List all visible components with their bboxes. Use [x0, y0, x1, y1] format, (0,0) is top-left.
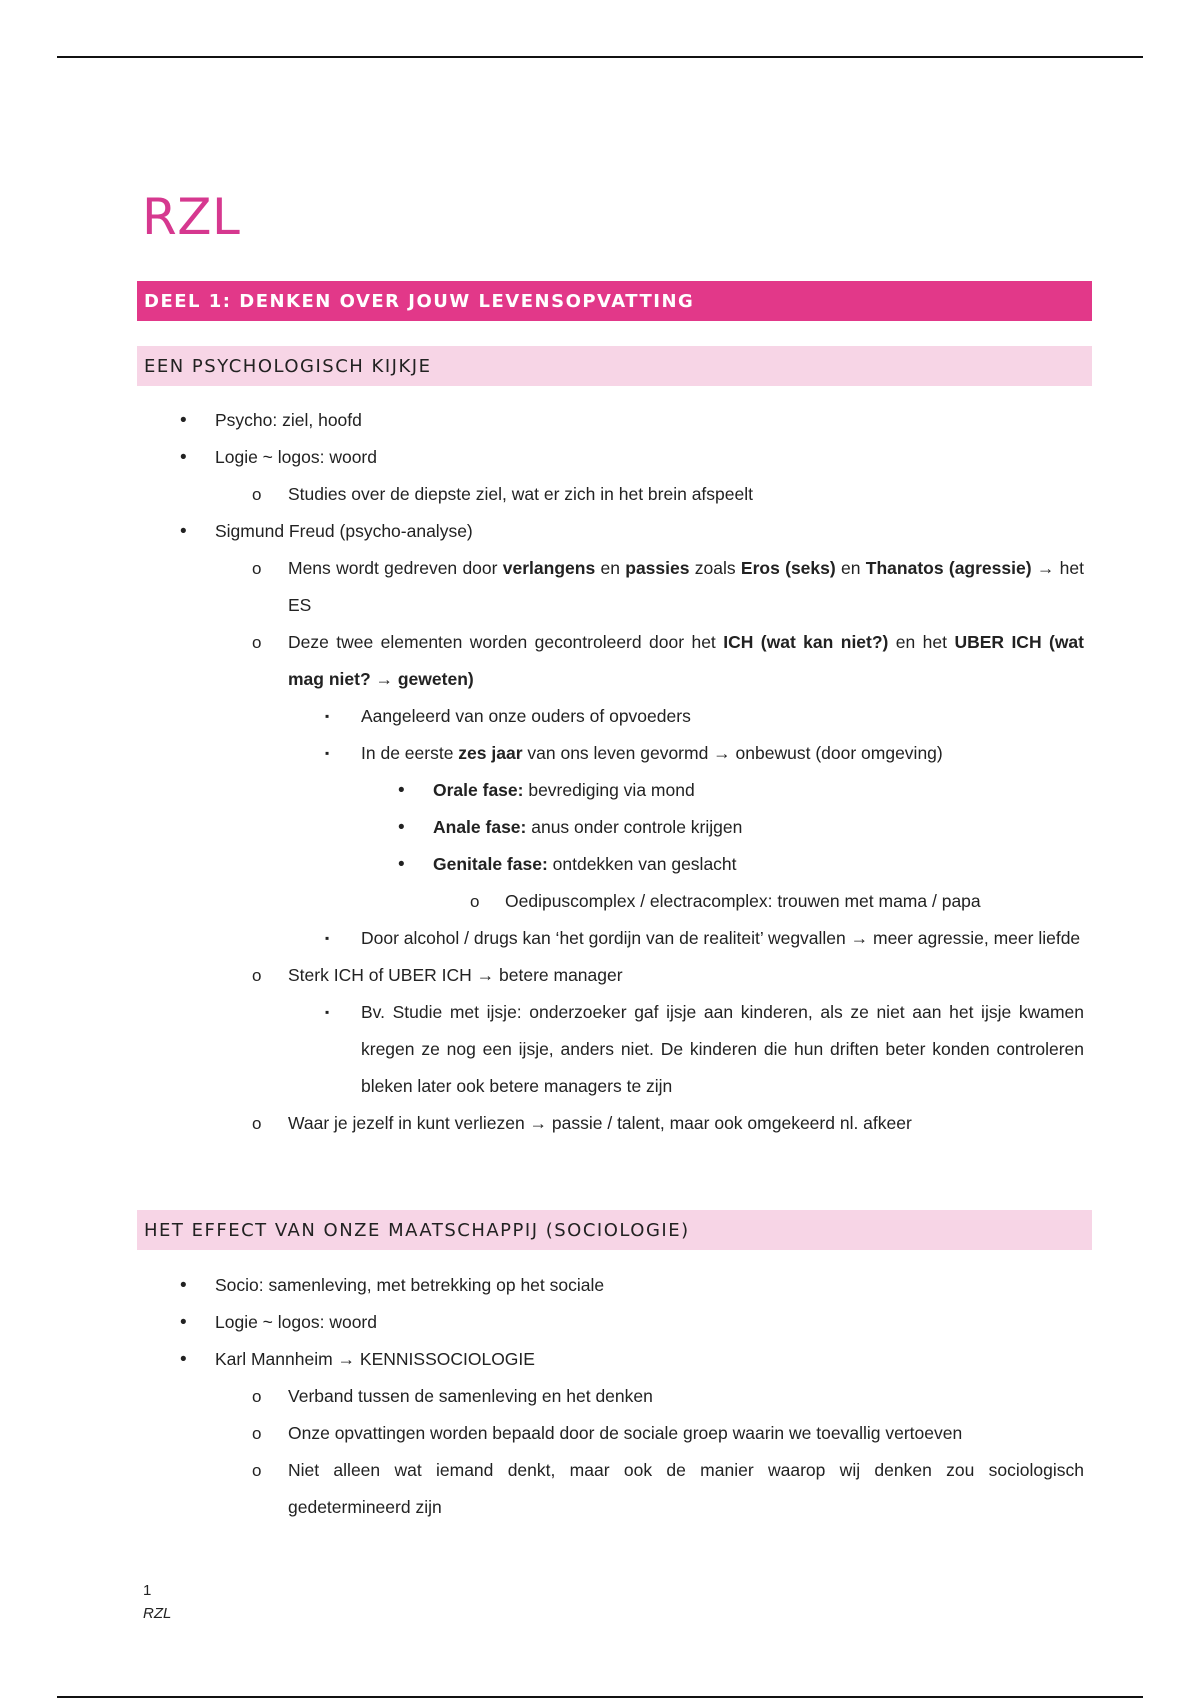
bullet-icon: • [180, 1312, 187, 1333]
list-item: ▪ Door alcohol / drugs kan ‘het gordijn van de realiteit’ wegvallen → meer agressie, meer liefde [0, 920, 1084, 957]
circle-bullet-icon: o [252, 559, 262, 578]
footer-doc-name: RZL [143, 1605, 172, 1622]
square-bullet-icon: ▪ [325, 746, 330, 760]
circle-bullet-icon: o [252, 485, 262, 504]
bullet-icon: • [180, 521, 187, 542]
circle-bullet-icon: o [252, 633, 262, 652]
list-item: ▪ Aangeleerd van onze ouders of opvoeders [0, 698, 1084, 735]
list-item: • Genitale fase: ontdekken van geslacht [0, 846, 1084, 883]
circle-bullet-icon: o [252, 1387, 262, 1406]
footer-rule [57, 1696, 1143, 1698]
page-number: 1 [143, 1582, 152, 1599]
sociology-list [0, 1267, 1200, 1526]
list-item: o Studies over de diepste ziel, wat er zich in het brein afspeelt [0, 476, 1084, 513]
list-item: o Onze opvattingen worden bepaald door de sociale groep waarin we toevallig vertoeven [0, 1415, 1084, 1452]
circle-bullet-icon: o [252, 1424, 262, 1443]
square-bullet-icon: ▪ [325, 1005, 330, 1019]
list-item: • Psycho: ziel, hoofd [0, 402, 1084, 439]
bullet-icon: • [180, 1275, 187, 1296]
bullet-icon: • [398, 854, 405, 875]
section-heading-sociology: HET EFFECT VAN ONZE MAATSCHAPPIJ (SOCIOLOGIE) [137, 1210, 1092, 1250]
circle-bullet-icon: o [252, 1461, 262, 1480]
list-item: o Sterk ICH of UBER ICH → betere manager [0, 957, 1084, 994]
part-heading: DEEL 1: DENKEN OVER JOUW LEVENSOPVATTING [137, 281, 1092, 321]
list-item: • Anale fase: anus onder controle krijgen [0, 809, 1084, 846]
circle-bullet-icon: o [252, 966, 262, 985]
square-bullet-icon: ▪ [325, 931, 330, 945]
list-item: o Niet alleen wat iemand denkt, maar ook de manier waarop wij denken zou sociologisch gedetermineerd zijn [0, 1452, 1084, 1526]
psychology-list [0, 402, 1200, 1142]
list-item: o Oedipuscomplex / electracomplex: trouwen met mama / papa [0, 883, 1084, 920]
list-item: • Sigmund Freud (psycho-analyse) [0, 513, 1084, 550]
list-item: o Waar je jezelf in kunt verliezen → passie / talent, maar ook omgekeerd nl. afkeer [0, 1105, 1084, 1142]
list-item: ▪ In de eerste zes jaar van ons leven gevormd → onbewust (door omgeving) [0, 735, 1084, 772]
bullet-icon: • [398, 817, 405, 838]
header-rule [57, 56, 1143, 58]
document-title: RZL [142, 188, 241, 246]
list-item: • Orale fase: bevrediging via mond [0, 772, 1084, 809]
circle-bullet-icon: o [470, 892, 480, 911]
bullet-icon: • [180, 410, 187, 431]
bullet-icon: • [180, 1349, 187, 1370]
list-item: • Socio: samenleving, met betrekking op het sociale [0, 1267, 1084, 1304]
list-item: o Verband tussen de samenleving en het denken [0, 1378, 1084, 1415]
section-heading-psychology: EEN PSYCHOLOGISCH KIJKJE [137, 346, 1092, 386]
square-bullet-icon: ▪ [325, 709, 330, 723]
list-item: ▪ Bv. Studie met ijsje: onderzoeker gaf ijsje aan kinderen, als ze niet aan het ijsje kwamen kregen ze nog een ijsje, anders niet. De kinderen die hun driften beter konden controleren bleken later ook betere managers te zijn [0, 994, 1084, 1105]
bullet-icon: • [180, 447, 187, 468]
list-item: o Deze twee elementen worden gecontroleerd door het ICH (wat kan niet?) en het UBER ICH (wat mag niet? → geweten) [0, 624, 1084, 698]
list-item: • Logie ~ logos: woord [0, 439, 1084, 476]
list-item: o Mens wordt gedreven door verlangens en passies zoals Eros (seks) en Thanatos (agressie) → het ES [0, 550, 1084, 624]
list-item: • Karl Mannheim → KENNISSOCIOLOGIE [0, 1341, 1084, 1378]
list-item: • Logie ~ logos: woord [0, 1304, 1084, 1341]
circle-bullet-icon: o [252, 1114, 262, 1133]
bullet-icon: • [398, 780, 405, 801]
